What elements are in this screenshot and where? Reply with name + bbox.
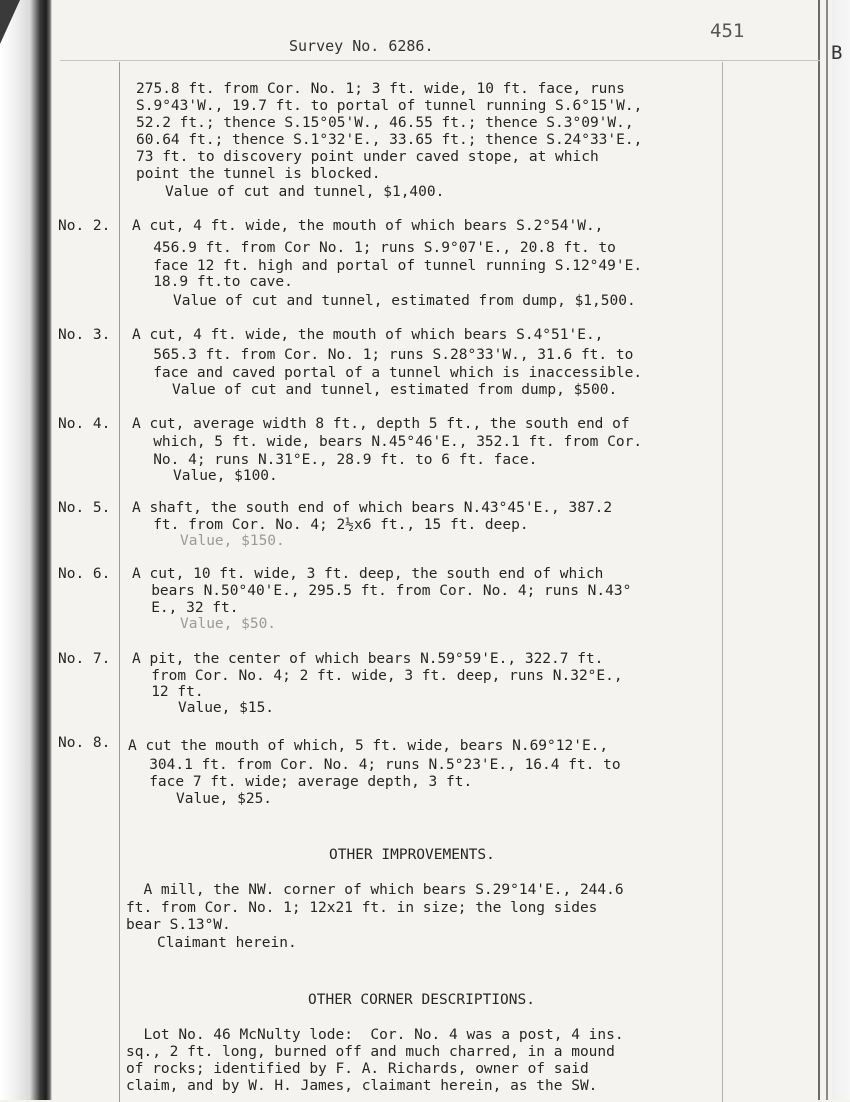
text-line: which, 5 ft. wide, bears N.45°46'E., 352.1 ft. from Cor. [127, 434, 643, 450]
text-line: 60.64 ft.; thence S.1°32'E., 33.65 ft.; thence S.24°33'E., [136, 132, 643, 148]
item-number: No. 6. [58, 566, 111, 582]
right-margin-rule [722, 62, 723, 1102]
scan-shadow-left [0, 0, 52, 1100]
claimant-line: Claimant herein. [157, 935, 297, 951]
text-line: A pit, the center of which bears N.59°59'E., 322.7 ft. [132, 651, 604, 667]
scan-edge-right-inner [826, 0, 828, 1100]
item-number: No. 7. [58, 651, 111, 667]
text-line: of rocks; identified by F. A. Richards, owner of said [126, 1061, 589, 1077]
text-line: sq., 2 ft. long, burned off and much charred, in a mound [126, 1044, 615, 1060]
value-line: Value, $100. [173, 468, 278, 484]
text-line: face 7 ft. wide; average depth, 3 ft. [123, 774, 473, 790]
page-number: 451 [710, 20, 745, 42]
text-line: 73 ft. to discovery point under caved stope, at which [136, 149, 599, 165]
text-line: claim, and by W. H. James, claimant herein, as the SW. [126, 1078, 598, 1094]
text-line: 275.8 ft. from Cor. No. 1; 3 ft. wide, 10 ft. face, runs [136, 81, 625, 97]
value-line: Value of cut and tunnel, estimated from dump, $500. [172, 382, 618, 398]
scan-edge-right [818, 0, 820, 1100]
text-line: face 12 ft. high and portal of tunnel running S.12°49'E. [127, 258, 643, 274]
item-number: No. 4. [58, 416, 111, 432]
text-line: bears N.50°40'E., 295.5 ft. from Cor. No. 4; runs N.43° [125, 583, 632, 599]
text-line: A mill, the NW. corner of which bears S.29°14'E., 244.6 [126, 882, 624, 898]
item-number: No. 3. [58, 327, 111, 343]
text-line: from Cor. No. 4; 2 ft. wide, 3 ft. deep, runs N.32°E., [125, 668, 623, 684]
text-line: A cut, 4 ft. wide, the mouth of which bears S.4°51'E., [132, 327, 604, 343]
text-line: 18.9 ft.to cave. [127, 274, 293, 290]
text-line: E., 32 ft. [125, 600, 239, 616]
text-line: 12 ft. [125, 684, 204, 700]
header-rule [60, 60, 820, 61]
text-line: A shaft, the south end of which bears N.43°45'E., 387.2 [132, 500, 613, 516]
value-line: Value, $50. [180, 616, 277, 632]
next-page-strip [832, 0, 850, 1100]
item-number: No. 5. [58, 500, 111, 516]
item-number: No. 8. [58, 735, 111, 751]
text-line: point the tunnel is blocked. [136, 166, 381, 182]
survey-header: Survey No. 6286. [289, 37, 434, 55]
text-line: No. 4; runs N.31°E., 28.9 ft. to 6 ft. face. [127, 452, 538, 468]
scan-corner-shadow [0, 0, 20, 44]
text-line: A cut, 10 ft. wide, 3 ft. deep, the south end of which [132, 566, 604, 582]
text-line: S.9°43'W., 19.7 ft. to portal of tunnel running S.6°15'W., [136, 98, 643, 114]
value-line: Value, $150. [180, 533, 285, 549]
text-line: 304.1 ft. from Cor. No. 4; runs N.5°23'E., 16.4 ft. to [123, 757, 621, 773]
margin-rule [119, 62, 120, 1102]
text-line: 565.3 ft. from Cor. No. 1; runs S.28°33'W., 31.6 ft. to [127, 347, 634, 363]
text-line: Lot No. 46 McNulty lode: Cor. No. 4 was a post, 4 ins. [126, 1027, 624, 1043]
text-line: A cut, 4 ft. wide, the mouth of which bears S.2°54'W., [132, 218, 604, 234]
text-line: A cut the mouth of which, 5 ft. wide, bears N.69°12'E., [128, 738, 609, 754]
value-line: Value, $25. [176, 791, 273, 807]
text-line: A cut, average width 8 ft., depth 5 ft., the south end of [132, 416, 630, 432]
value-line: Value of cut and tunnel, $1,400. [165, 184, 445, 200]
text-line: ft. from Cor. No. 1; 12x21 ft. in size; the long sides [126, 900, 598, 916]
next-page-mark: B [831, 42, 843, 64]
value-line: Value, $15. [178, 700, 275, 716]
text-line: ft. from Cor. No. 4; 2½x6 ft., 15 ft. deep. [127, 517, 529, 533]
item-number: No. 2. [58, 218, 111, 234]
value-line: Value of cut and tunnel, estimated from dump, $1,500. [173, 293, 636, 309]
section-heading: OTHER IMPROVEMENTS. [329, 847, 495, 863]
section-heading: OTHER CORNER DESCRIPTIONS. [308, 992, 535, 1008]
text-line: bear S.13°W. [126, 917, 231, 933]
text-line: 456.9 ft. from Cor No. 1; runs S.9°07'E., 20.8 ft. to [127, 240, 616, 256]
text-line: 52.2 ft.; thence S.15°05'W., 46.55 ft.; thence S.3°09'W., [136, 115, 634, 131]
text-line: face and caved portal of a tunnel which is inaccessible. [127, 365, 643, 381]
